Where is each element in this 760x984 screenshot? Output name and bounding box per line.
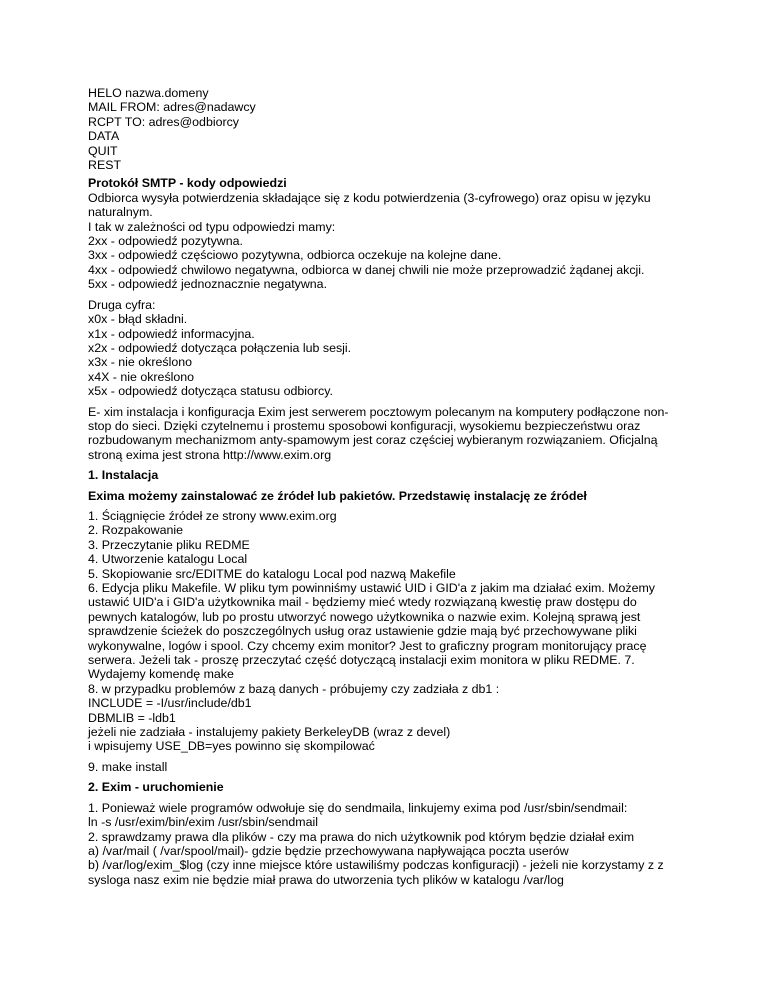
- smtp-commands: [88, 86, 678, 172]
- code-line: 5xx - odpowiedź jednoznacznie negatywna.: [88, 277, 328, 292]
- install-step-8: INCLUDE = -I/usr/include/db1: [88, 696, 252, 711]
- install-subheading: Exima możemy zainstalować ze źródeł lub pakietów. Przedstawię instalację ze źródeł: [88, 488, 587, 503]
- install-step-8: DBMLIB = -ldb1: [88, 710, 176, 725]
- document-page: [88, 86, 678, 887]
- code-line: 2xx - odpowiedź pozytywna.: [88, 234, 243, 249]
- run-line: 1. Ponieważ wiele programów odwołuje się do sendmaila, linkujemy exima pod /usr/sbin/sendmail:: [88, 800, 628, 815]
- install-step: 3. Przeczytanie pliku REDME: [88, 537, 250, 552]
- run-line: ln -s /usr/exim/bin/exim /usr/sbin/sendmail: [88, 815, 318, 830]
- run-last: b) /var/log/exim_$log (czy inne miejsce które ustawiliśmy podczas konfiguracji) - jeżeli nie korzystamy z z sysloga nasz exim nie będzie miał prawa do utworzenia tych plików w katalogu /var/log: [88, 858, 664, 887]
- code-line: 3xx - odpowiedź częściowo pozytywna, odbiorca oczekuje na kolejne dane.: [88, 248, 502, 263]
- command-line: DATA: [88, 129, 120, 144]
- second-digit-line: x1x - odpowiedź informacyjna.: [88, 326, 255, 341]
- install-step: 4. Utworzenie katalogu Local: [88, 552, 248, 567]
- smtp-heading: Protokół SMTP - kody odpowiedzi: [88, 176, 287, 191]
- second-digit-line: x3x - nie określono: [88, 355, 192, 370]
- second-digit-title: Druga cyfra:: [88, 297, 156, 312]
- install-step-8: i wpisujemy USE_DB=yes powinno się skompilować: [88, 739, 375, 754]
- run-line: 2. sprawdzamy prawa dla plików - czy ma prawa do nich użytkownik pod którym będzie działał exim: [88, 829, 635, 844]
- run-heading: 2. Exim - uruchomienie: [88, 780, 224, 795]
- second-digit-line: x5x - odpowiedź dotycząca statusu odbiorcy.: [88, 384, 333, 399]
- install-step: 2. Rozpakowanie: [88, 523, 184, 538]
- command-line: RCPT TO: adres@odbiorcy: [88, 114, 239, 129]
- install-step-8: 8. w przypadku problemów z bazą danych - próbujemy czy zadziała z db1 :: [88, 681, 500, 696]
- exim-intro: E- xim instalacja i konfiguracja Exim jest serwerem pocztowym polecanym na komputery podłączone non-stop do sieci. Dzięki czytelnemu i prostemu sposobowi konfiguracji, wysokiemu bezpieczeństwu oraz rozbudowanym mechanizmom anty-spamowym jest coraz częściej wybieranym rozwiązaniem. Oficjalną stroną exima jest strona http://www.exim.org: [88, 404, 669, 462]
- install-heading: 1. Instalacja: [88, 468, 159, 483]
- code-line: 4xx - odpowiedź chwilowo negatywna, odbiorca w danej chwili nie może przeprowadzić żądanej akcji.: [88, 262, 645, 277]
- second-digit-line: x0x - błąd składni.: [88, 312, 188, 327]
- install-step: 1. Ściągnięcie źródeł ze strony www.exim.org: [88, 508, 337, 523]
- run-line: a) /var/mail ( /var/spool/mail)- gdzie będzie przechowywana napływająca poczta userów: [88, 843, 569, 858]
- install-step-9: 9. make install: [88, 759, 168, 774]
- smtp-intro-2: I tak w zależności od typu odpowiedzi mamy:: [88, 219, 336, 234]
- command-line: REST: [88, 158, 122, 173]
- command-line: MAIL FROM: adres@nadawcy: [88, 100, 256, 115]
- install-step-6: 6. Edycja pliku Makefile. W pliku tym powinniśmy ustawić UID i GID'a z jakim ma działać exim. Możemy ustawić UID'a i GID'a użytkownika mail - będziemy mieć wtedy rozwiązaną kwestię praw dostępu do pewnych katalogów, lub po prostu utworzyć nowego użytkownika o nazwie exim. Kolejną sprawą jest sprawdzenie ścieżek do poszczególnych usług oraz ustawienie gdzie mają być przechowywane pliki wykonywalne, logów i spool. Czy chcemy exim monitor? Jest to graficzny program monitorujący pracę serwera. Jeżeli tak - proszę przeczytać część dotyczącą instalacji exim monitora w pliku REDME. 7. Wydajemy komendę make: [88, 581, 655, 682]
- install-step-8: jeżeli nie zadziała - instalujemy pakiety BerkeleyDB (wraz z devel): [88, 725, 451, 740]
- second-digit-line: x2x - odpowiedź dotycząca połączenia lub sesji.: [88, 340, 352, 355]
- install-step: 5. Skopiowanie src/EDITME do katalogu Local pod nazwą Makefile: [88, 566, 456, 581]
- command-line: QUIT: [88, 143, 118, 158]
- smtp-intro: Odbiorca wysyła potwierdzenia składające się z kodu potwierdzenia (3-cyfrowego) oraz opisu w języku naturalnym.: [88, 190, 651, 220]
- second-digit-line: x4X - nie określono: [88, 369, 195, 384]
- command-line: HELO nazwa.domeny: [88, 86, 209, 100]
